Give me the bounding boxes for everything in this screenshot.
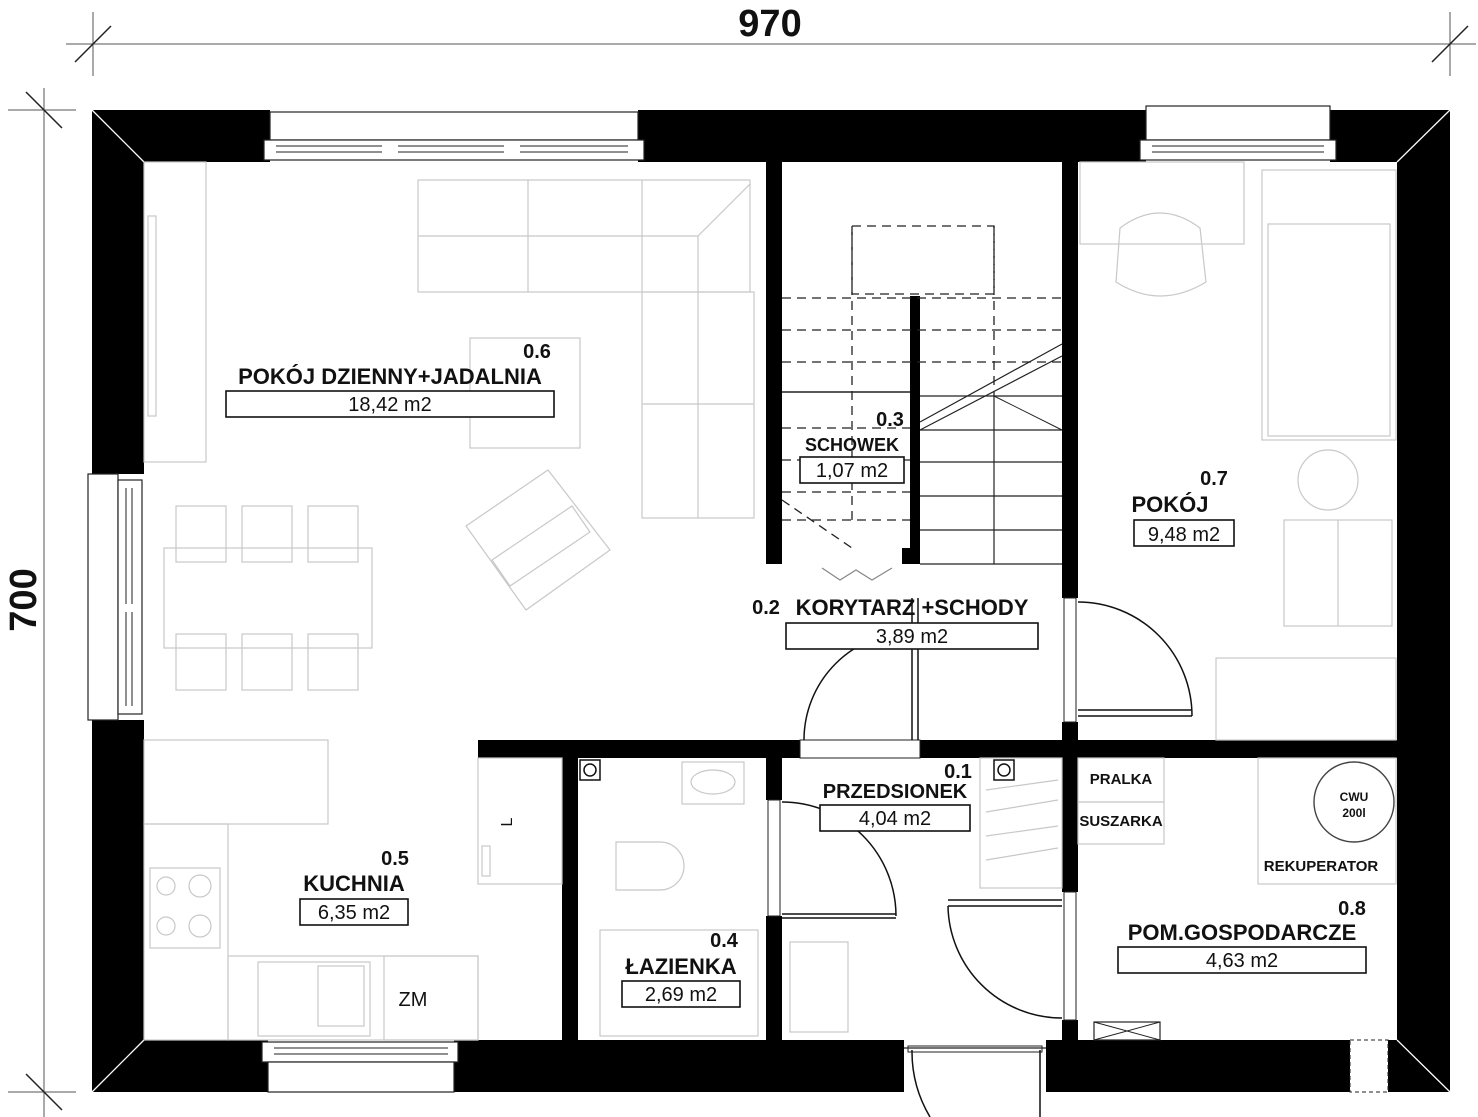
- room-label-0-6: [226, 341, 554, 417]
- window-room-top: [1140, 106, 1336, 162]
- room-number: 0.2: [752, 597, 780, 619]
- room-label-0-8: [1118, 898, 1366, 973]
- room-label-0-3: [800, 409, 904, 483]
- room-name: POM.GOSPODARCZE: [1127, 920, 1357, 945]
- label-cwu: CWU: [1339, 790, 1369, 804]
- room-name: KUCHNIA: [303, 871, 405, 896]
- tv-cabinet: [144, 162, 206, 462]
- room-label-0-5: [300, 848, 409, 925]
- label-l: L: [499, 817, 516, 827]
- dining-table: [164, 506, 372, 690]
- room-area: 9,48 m2: [1147, 524, 1221, 546]
- room-number: 0.1: [944, 761, 972, 783]
- room-number: 0.3: [876, 409, 904, 431]
- room-name: ŁAZIENKA: [625, 954, 737, 979]
- room-name: POKÓJ DZIENNY+JADALNIA: [238, 364, 542, 389]
- window-living-left: [88, 474, 144, 720]
- room-name: POKÓJ: [1131, 492, 1209, 517]
- ventilation-box: [1094, 1022, 1160, 1040]
- window-living-top: [264, 110, 644, 162]
- room-name: SCHOWEK: [805, 435, 899, 455]
- room-area: 6,35 m2: [317, 902, 391, 924]
- staircase: [782, 226, 1062, 580]
- dimension-height-label: 700: [3, 568, 45, 632]
- room-label-0-7: [1131, 468, 1234, 546]
- label-rekuperator: REKUPERATOR: [1263, 858, 1379, 875]
- armchair: [466, 470, 610, 610]
- room-area: 1,07 m2: [815, 460, 889, 482]
- room-label-0-1: [820, 761, 972, 831]
- room-name: KORYTARZ +SCHODY: [795, 595, 1029, 620]
- sofa: [418, 180, 754, 518]
- label-cwu-capacity: 200l: [1342, 806, 1366, 820]
- room-number: 0.6: [523, 341, 551, 363]
- room-label-0-2: [752, 595, 1038, 649]
- room-number: 0.7: [1200, 468, 1228, 490]
- bed: [1080, 162, 1396, 740]
- label-pralka: PRALKA: [1089, 771, 1153, 788]
- wardrobe-hatch: [980, 758, 1062, 888]
- room-number: 0.5: [381, 848, 409, 870]
- room-area: 18,42 m2: [348, 394, 432, 416]
- dimension-height: [3, 88, 76, 1117]
- room-area: 4,63 m2: [1205, 950, 1279, 972]
- room-area: 4,04 m2: [858, 808, 932, 830]
- door-room: [1078, 602, 1192, 716]
- dimension-width: [66, 3, 1476, 76]
- window-kitchen-bottom: [262, 1040, 458, 1092]
- room-number: 0.8: [1338, 898, 1366, 920]
- room-name: PRZEDSIONEK: [822, 781, 968, 803]
- room-number: 0.4: [710, 930, 738, 952]
- door-utility: [948, 900, 1062, 1018]
- room-area: 2,69 m2: [644, 984, 718, 1006]
- room-label-0-4: [622, 930, 740, 1007]
- window-utility-bottom: [1350, 1040, 1388, 1092]
- label-suszarka: SUSZARKA: [1079, 813, 1163, 830]
- room-area: 3,89 m2: [875, 626, 949, 648]
- dimension-width-label: 970: [738, 3, 802, 45]
- label-zm: ZM: [398, 989, 428, 1011]
- entrance-opening: [904, 1040, 1046, 1117]
